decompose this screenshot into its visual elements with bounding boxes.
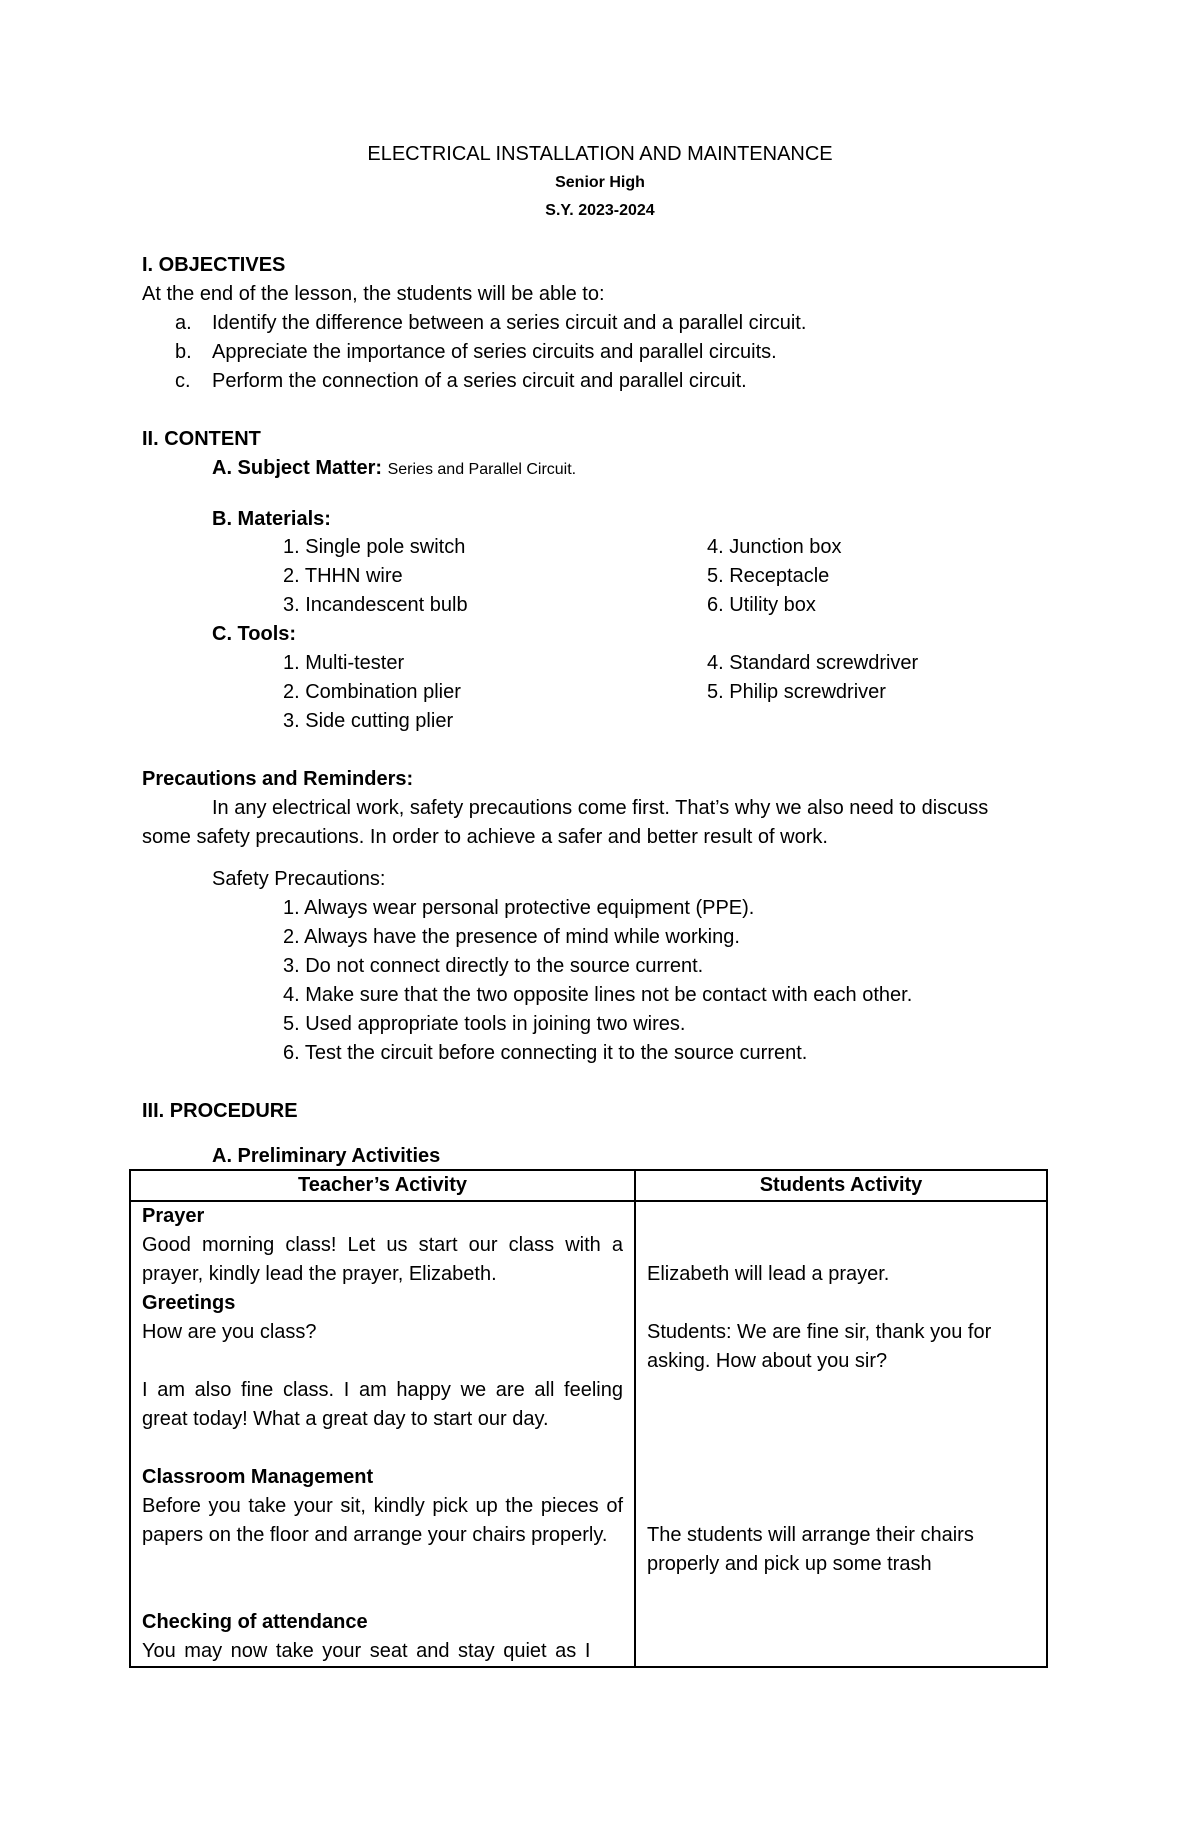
tool-item: 4. Standard screwdriver <box>707 652 919 674</box>
safety-item: 1. Always wear personal protective equipment (PPE). <box>283 897 755 919</box>
objective-letter: b. <box>175 341 192 363</box>
spacer <box>647 1376 1035 1405</box>
management-heading: Classroom Management <box>142 1466 374 1488</box>
table-row <box>130 1201 1047 1667</box>
precautions-paragraph-line1: In any electrical work, safety precautions come first. That’s why we also need to discuss <box>212 797 989 819</box>
document-title: ELECTRICAL INSTALLATION AND MAINTENANCE <box>367 143 833 165</box>
spacer <box>647 1405 1035 1434</box>
tools-label: C. Tools: <box>212 623 297 645</box>
school-year: S.Y. 2023-2024 <box>545 202 655 219</box>
material-item: 2. THHN wire <box>283 565 403 587</box>
subject-matter-label: A. Subject Matter: <box>212 457 383 479</box>
content-heading: II. CONTENT <box>142 428 261 450</box>
spacer <box>142 1579 623 1608</box>
spacer <box>647 1463 1035 1492</box>
tool-item: 3. Side cutting plier <box>283 710 454 732</box>
teacher-activity-cell <box>130 1201 635 1667</box>
material-item: 5. Receptacle <box>707 565 830 587</box>
safety-item: 6. Test the circuit before connecting it to the source current. <box>283 1042 808 1064</box>
greetings-followup: I am also fine class. I am happy we are all feeling great today! What a great day to start our day. <box>142 1379 623 1430</box>
greetings-response: Students: We are fine sir, thank you for asking. How about you sir? <box>647 1321 992 1372</box>
prayer-heading: Prayer <box>142 1205 205 1227</box>
objective-item: Perform the connection of a series circuit and parallel circuit. <box>212 370 747 392</box>
table-header-row <box>130 1170 1047 1201</box>
material-item: 4. Junction box <box>707 536 842 558</box>
material-item: 3. Incandescent bulb <box>283 594 468 616</box>
spacer <box>647 1289 1035 1318</box>
material-item: 6. Utility box <box>707 594 816 616</box>
safety-item: 2. Always have the presence of mind while working. <box>283 926 740 948</box>
attendance-text: You may now take your seat and stay quiet as I <box>142 1640 591 1662</box>
spacer <box>142 1434 623 1463</box>
spacer <box>647 1202 1035 1231</box>
safety-item: 5. Used appropriate tools in joining two wires. <box>283 1013 686 1035</box>
spacer <box>142 1550 623 1579</box>
objective-item: Identify the difference between a series circuit and a parallel circuit. <box>212 312 807 334</box>
prayer-text: Good morning class! Let us start our class with a prayer, kindly lead the prayer, Elizabeth. <box>142 1234 623 1285</box>
procedure-heading: III. PROCEDURE <box>142 1100 298 1122</box>
objective-item: Appreciate the importance of series circuits and parallel circuits. <box>212 341 777 363</box>
document-level: Senior High <box>555 174 645 191</box>
teacher-activity-header: Teacher’s Activity <box>130 1170 635 1201</box>
objective-letter: c. <box>175 370 191 392</box>
prayer-response: Elizabeth will lead a prayer. <box>647 1263 890 1285</box>
objectives-heading: I. OBJECTIVES <box>142 254 286 276</box>
precautions-paragraph-line2: some safety precautions. In order to achieve a safer and better result of work. <box>142 826 828 848</box>
management-text: Before you take your sit, kindly pick up the pieces of papers on the floor and arrange your chairs properly. <box>142 1495 623 1546</box>
tool-item: 5. Philip screwdriver <box>707 681 886 703</box>
precautions-heading: Precautions and Reminders: <box>142 768 414 790</box>
spacer <box>647 1434 1035 1463</box>
students-activity-cell <box>635 1201 1047 1667</box>
activities-table <box>129 1169 1048 1668</box>
objectives-intro: At the end of the lesson, the students will be able to: <box>142 283 605 305</box>
objective-letter: a. <box>175 312 192 334</box>
safety-precautions-label: Safety Precautions: <box>212 868 386 890</box>
greetings-heading: Greetings <box>142 1292 236 1314</box>
management-response: The students will arrange their chairs properly and pick up some trash <box>647 1524 974 1575</box>
greetings-text: How are you class? <box>142 1321 317 1343</box>
safety-item: 4. Make sure that the two opposite lines not be contact with each other. <box>283 984 913 1006</box>
students-activity-header: Students Activity <box>635 1170 1047 1201</box>
preliminary-activities-label: A. Preliminary Activities <box>212 1145 441 1167</box>
material-item: 1. Single pole switch <box>283 536 466 558</box>
subject-matter-value: Series and Parallel Circuit. <box>387 461 577 478</box>
attendance-heading: Checking of attendance <box>142 1611 368 1633</box>
spacer <box>647 1231 1035 1260</box>
safety-item: 3. Do not connect directly to the source current. <box>283 955 704 977</box>
tool-item: 2. Combination plier <box>283 681 461 703</box>
tool-item: 1. Multi-tester <box>283 652 405 674</box>
spacer <box>647 1492 1035 1521</box>
subject-matter <box>212 457 576 480</box>
materials-label: B. Materials: <box>212 508 331 530</box>
spacer <box>142 1347 623 1376</box>
